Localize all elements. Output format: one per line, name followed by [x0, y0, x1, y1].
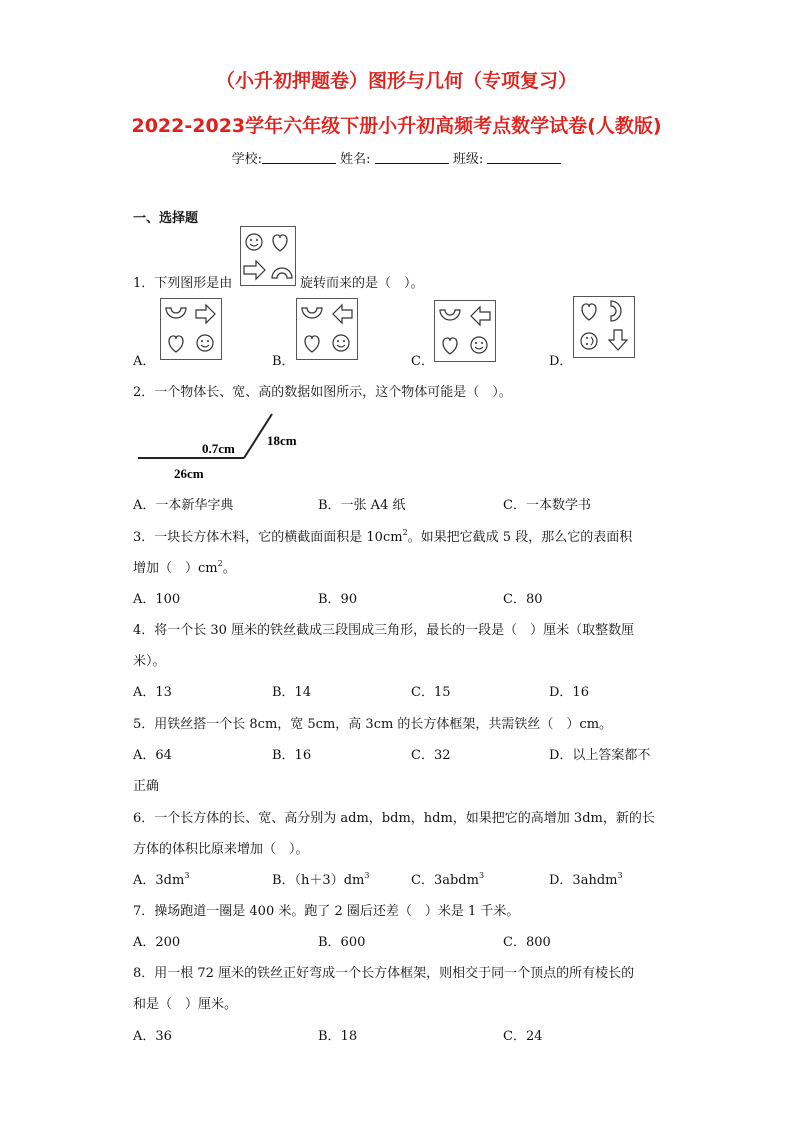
q6-option-b[interactable]: B．$(h+3)dm^3$: [272, 871, 370, 888]
q4-option-c[interactable]: C．15: [411, 685, 451, 700]
q2-fig-width-label: 0.7cm: [202, 441, 235, 456]
section-heading: 一、选择题: [133, 211, 199, 226]
q4-option-d[interactable]: D．16: [549, 685, 589, 700]
q1-option-a-figure[interactable]: [160, 298, 222, 360]
class-label: 班级:: [452, 152, 484, 167]
q6-option-c[interactable]: C．3abdm$^3$: [411, 871, 485, 888]
name-label: 姓名:: [340, 152, 371, 167]
q8-text-line1: 8．用一根 72 厘米的铁丝正好弯成一个长方体框架，则相交于同一个顶点的所有棱长的: [133, 966, 635, 981]
student-info-line: [0, 148, 793, 167]
q1-option-a[interactable]: A．: [133, 354, 156, 369]
q2-option-c[interactable]: C．一本数学书: [503, 498, 591, 513]
q4-option-a[interactable]: A．13: [133, 685, 172, 700]
q1-text-post: 旋转而来的是（ ）。: [300, 276, 424, 291]
q5-option-c[interactable]: C．32: [411, 748, 451, 763]
q1-option-b-figure[interactable]: [296, 298, 358, 360]
q8-option-c[interactable]: C．24: [503, 1029, 543, 1044]
q8-option-b[interactable]: B．18: [318, 1029, 358, 1044]
q5-option-a[interactable]: A．64: [133, 748, 172, 763]
q6-text-line2: 方体的体积比原来增加（ ）。: [133, 842, 309, 857]
q1-option-d-figure[interactable]: [573, 296, 635, 358]
q4-option-b[interactable]: B．14: [272, 685, 312, 700]
q6-option-a[interactable]: A．$3dm^3$: [133, 871, 190, 888]
q3-option-b[interactable]: B．90: [318, 592, 358, 607]
name-field[interactable]: [375, 151, 449, 164]
q5-option-b[interactable]: B．16: [272, 748, 312, 763]
q2-option-a[interactable]: A．一本新华字典: [133, 498, 234, 513]
q1-source-figure: [240, 226, 296, 286]
q5-option-d[interactable]: D．以上答案都不: [549, 748, 651, 763]
q5-text: 5．用铁丝搭一个长 8cm，宽 5cm，高 3cm 的长方体框架，共需铁丝（ ）cm。: [133, 717, 613, 732]
page-title: （小升初押题卷）图形与几何（专项复习）: [215, 70, 577, 92]
q1-option-d[interactable]: D．: [549, 354, 573, 369]
school-label: 学校:: [231, 152, 263, 167]
q4-text-line1: 4．将一个长 30 厘米的铁丝截成三段围成三角形，最长的一段是（ ）厘米（取整数厘: [133, 623, 635, 638]
q7-option-b[interactable]: B．600: [318, 935, 366, 950]
q2-text: 2．一个物体长、宽、高的数据如图所示，这个物体可能是（ ）。: [133, 385, 512, 400]
q7-text: 7．操场跑道一圈是 400 米。跑了 2 圈后还差（ ）米是 1 千米。: [133, 904, 520, 919]
q3-option-c[interactable]: C．80: [503, 592, 543, 607]
q8-text-line2: 和是（ ）厘米。: [133, 997, 238, 1012]
q1-option-c[interactable]: C．: [411, 354, 434, 369]
q8-option-a[interactable]: A．36: [133, 1029, 172, 1044]
q7-option-a[interactable]: A．200: [133, 935, 181, 950]
q3-text-line1: 3．一块长方体木料，它的横截面面积是 $10cm^2$。如果把它截成 5 段，那么它的表面积: [133, 528, 633, 545]
q3-text-line2: 增加（ ）$cm^2$。: [133, 559, 236, 576]
q1-option-c-figure[interactable]: [434, 300, 496, 362]
q2-dimension-figure: [136, 412, 316, 482]
q7-option-c[interactable]: C．800: [503, 935, 551, 950]
q1-text-pre: 1．下列图形是由: [133, 276, 233, 291]
q1-option-b[interactable]: B．: [272, 354, 295, 369]
class-field[interactable]: [487, 151, 561, 164]
q6-option-d[interactable]: D．3ahdm$^3$: [549, 871, 623, 888]
q6-text-line1: 6．一个长方体的长、宽、高分别为 adm，bdm，hdm，如果把它的高增加 3dm，新的长: [133, 811, 655, 826]
q2-fig-height-label: 18cm: [267, 433, 297, 448]
page-subtitle: 2022-2023学年六年级下册小升初高频考点数学试卷(人教版): [131, 115, 662, 137]
q2-option-b[interactable]: B．一张 A4 纸: [318, 498, 406, 513]
q3-option-a[interactable]: A．100: [133, 592, 181, 607]
q4-text-line2: 米）。: [133, 654, 166, 669]
school-field[interactable]: [262, 151, 336, 164]
q2-fig-length-label: 26cm: [174, 466, 204, 481]
q5-option-d-wrap: 正确: [133, 779, 160, 794]
